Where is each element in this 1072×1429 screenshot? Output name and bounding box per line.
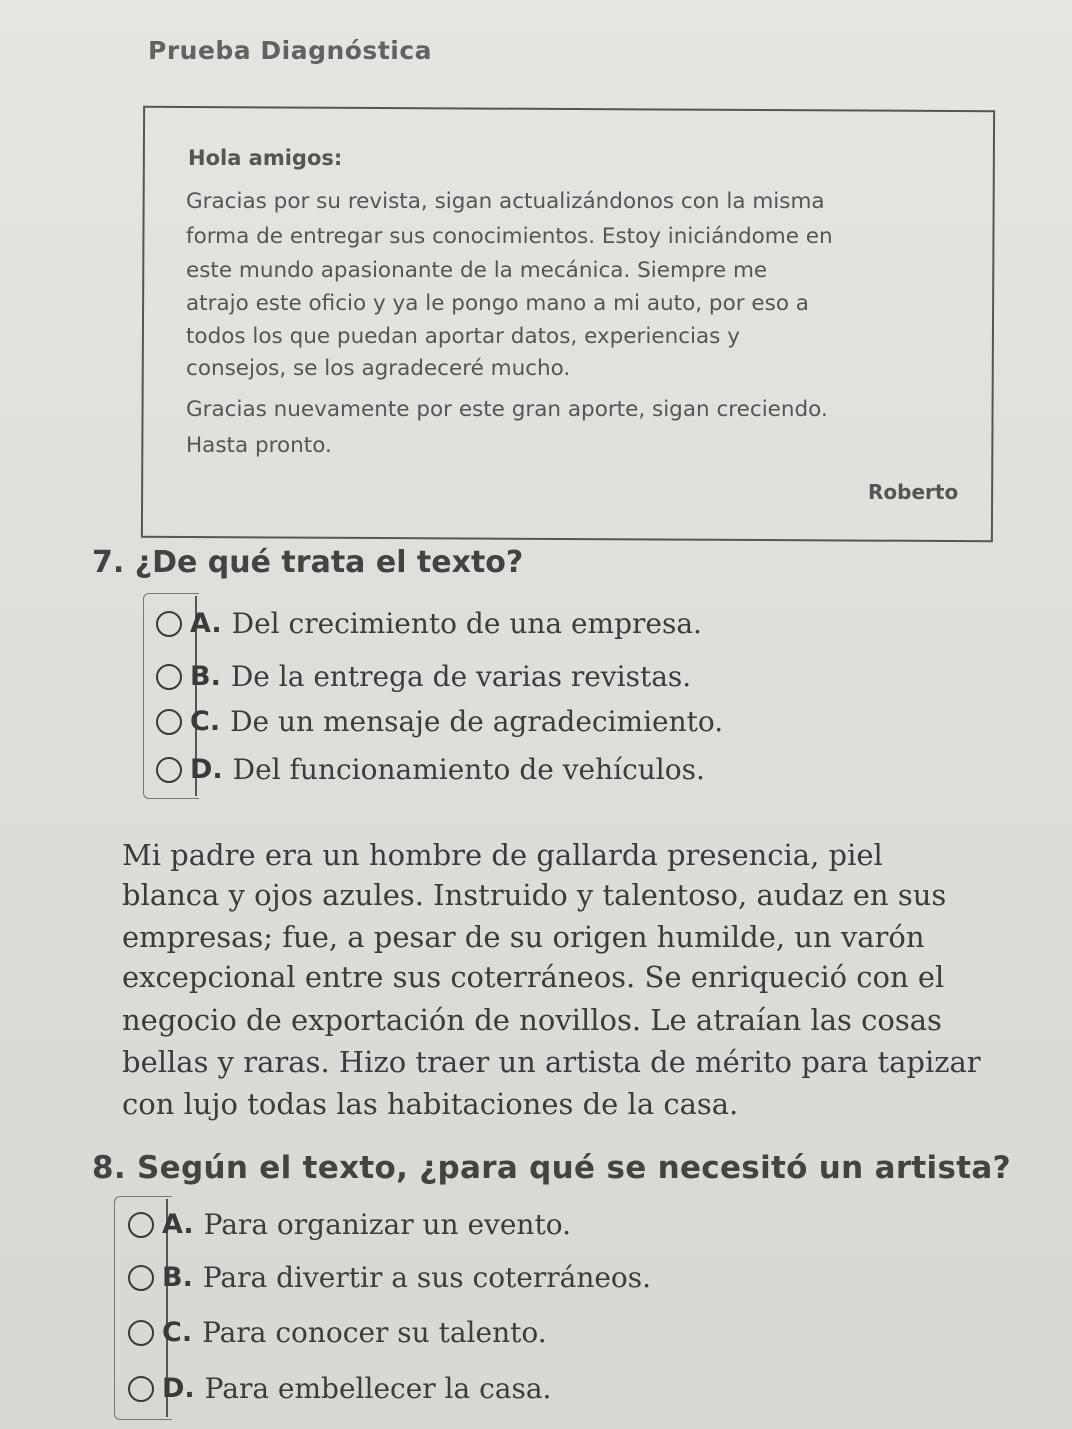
q8-option-a[interactable] [128, 1208, 571, 1241]
q7-option-b[interactable] [156, 660, 691, 693]
letter-signature: Roberto [868, 480, 959, 504]
question-7: 7. ¿De qué trata el texto? [92, 545, 524, 580]
radio-button[interactable] [128, 1265, 154, 1291]
radio-button[interactable] [128, 1376, 154, 1402]
passage-line: Mi padre era un hombre de gallarda presencia, piel [122, 838, 883, 872]
option-text: De la entrega de varias revistas. [230, 660, 692, 693]
q8-option-c[interactable] [128, 1316, 547, 1349]
option-letter: A. [190, 608, 222, 639]
q7-option-c[interactable] [156, 705, 723, 738]
q7-option-d[interactable] [156, 753, 705, 786]
q8-option-b[interactable] [128, 1261, 651, 1294]
option-letter: A. [162, 1209, 194, 1240]
option-text: Del funcionamiento de vehículos. [232, 753, 705, 786]
question-8: 8. Según el texto, ¿para qué se necesitó un artista? [92, 1150, 1011, 1186]
option-text: Para organizar un evento. [203, 1208, 571, 1241]
page-title: Prueba Diagnóstica [148, 36, 433, 65]
option-text: Para embellecer la casa. [204, 1372, 552, 1405]
passage-line: negocio de exportación de novillos. Le atraían las cosas [122, 1003, 942, 1037]
passage-line: bellas y raras. Hizo traer un artista de mérito para tapizar [122, 1045, 981, 1079]
letter-line: atrajo este oficio y ya le pongo mano a mi auto, por eso a [186, 291, 809, 316]
radio-button[interactable] [128, 1320, 154, 1346]
option-text: De un mensaje de agradecimiento. [230, 705, 724, 738]
option-letter: C. [162, 1317, 193, 1348]
passage-line: empresas; fue, a pesar de su origen humilde, un varón [122, 920, 925, 954]
letter-thanks: Gracias nuevamente por este gran aporte, sigan creciendo. [186, 397, 828, 422]
letter-line: todos los que puedan aportar datos, experiencias y [186, 324, 740, 349]
option-text: Del crecimiento de una empresa. [231, 607, 702, 640]
q8-option-d[interactable] [128, 1372, 551, 1405]
passage-line: blanca y ojos azules. Instruido y talentoso, audaz en sus [122, 878, 947, 912]
letter-greeting: Hola amigos: [188, 146, 343, 170]
option-letter: B. [190, 661, 221, 692]
letter-closing: Hasta pronto. [186, 433, 332, 458]
radio-button[interactable] [156, 757, 182, 783]
option-letter: B. [162, 1262, 193, 1293]
letter-line: forma de entregar sus conocimientos. Estoy iniciándome en [186, 224, 833, 249]
option-text: Para divertir a sus coterráneos. [202, 1261, 652, 1294]
radio-button[interactable] [156, 664, 182, 690]
option-letter: C. [190, 706, 221, 737]
radio-button[interactable] [156, 611, 182, 637]
radio-button[interactable] [128, 1212, 154, 1238]
letter-line: consejos, se los agradeceré mucho. [186, 356, 571, 381]
passage-line: con lujo todas las habitaciones de la casa. [122, 1087, 739, 1121]
option-text: Para conocer su talento. [202, 1316, 547, 1349]
option-letter: D. [162, 1373, 195, 1404]
radio-button[interactable] [156, 709, 182, 735]
passage-line: excepcional entre sus coterráneos. Se enriqueció con el [122, 960, 945, 994]
option-letter: D. [190, 754, 223, 785]
letter-line: Gracias por su revista, sigan actualizándonos con la misma [186, 189, 825, 214]
letter-line: este mundo apasionante de la mecánica. Siempre me [186, 258, 768, 283]
q7-option-a[interactable] [156, 607, 702, 640]
